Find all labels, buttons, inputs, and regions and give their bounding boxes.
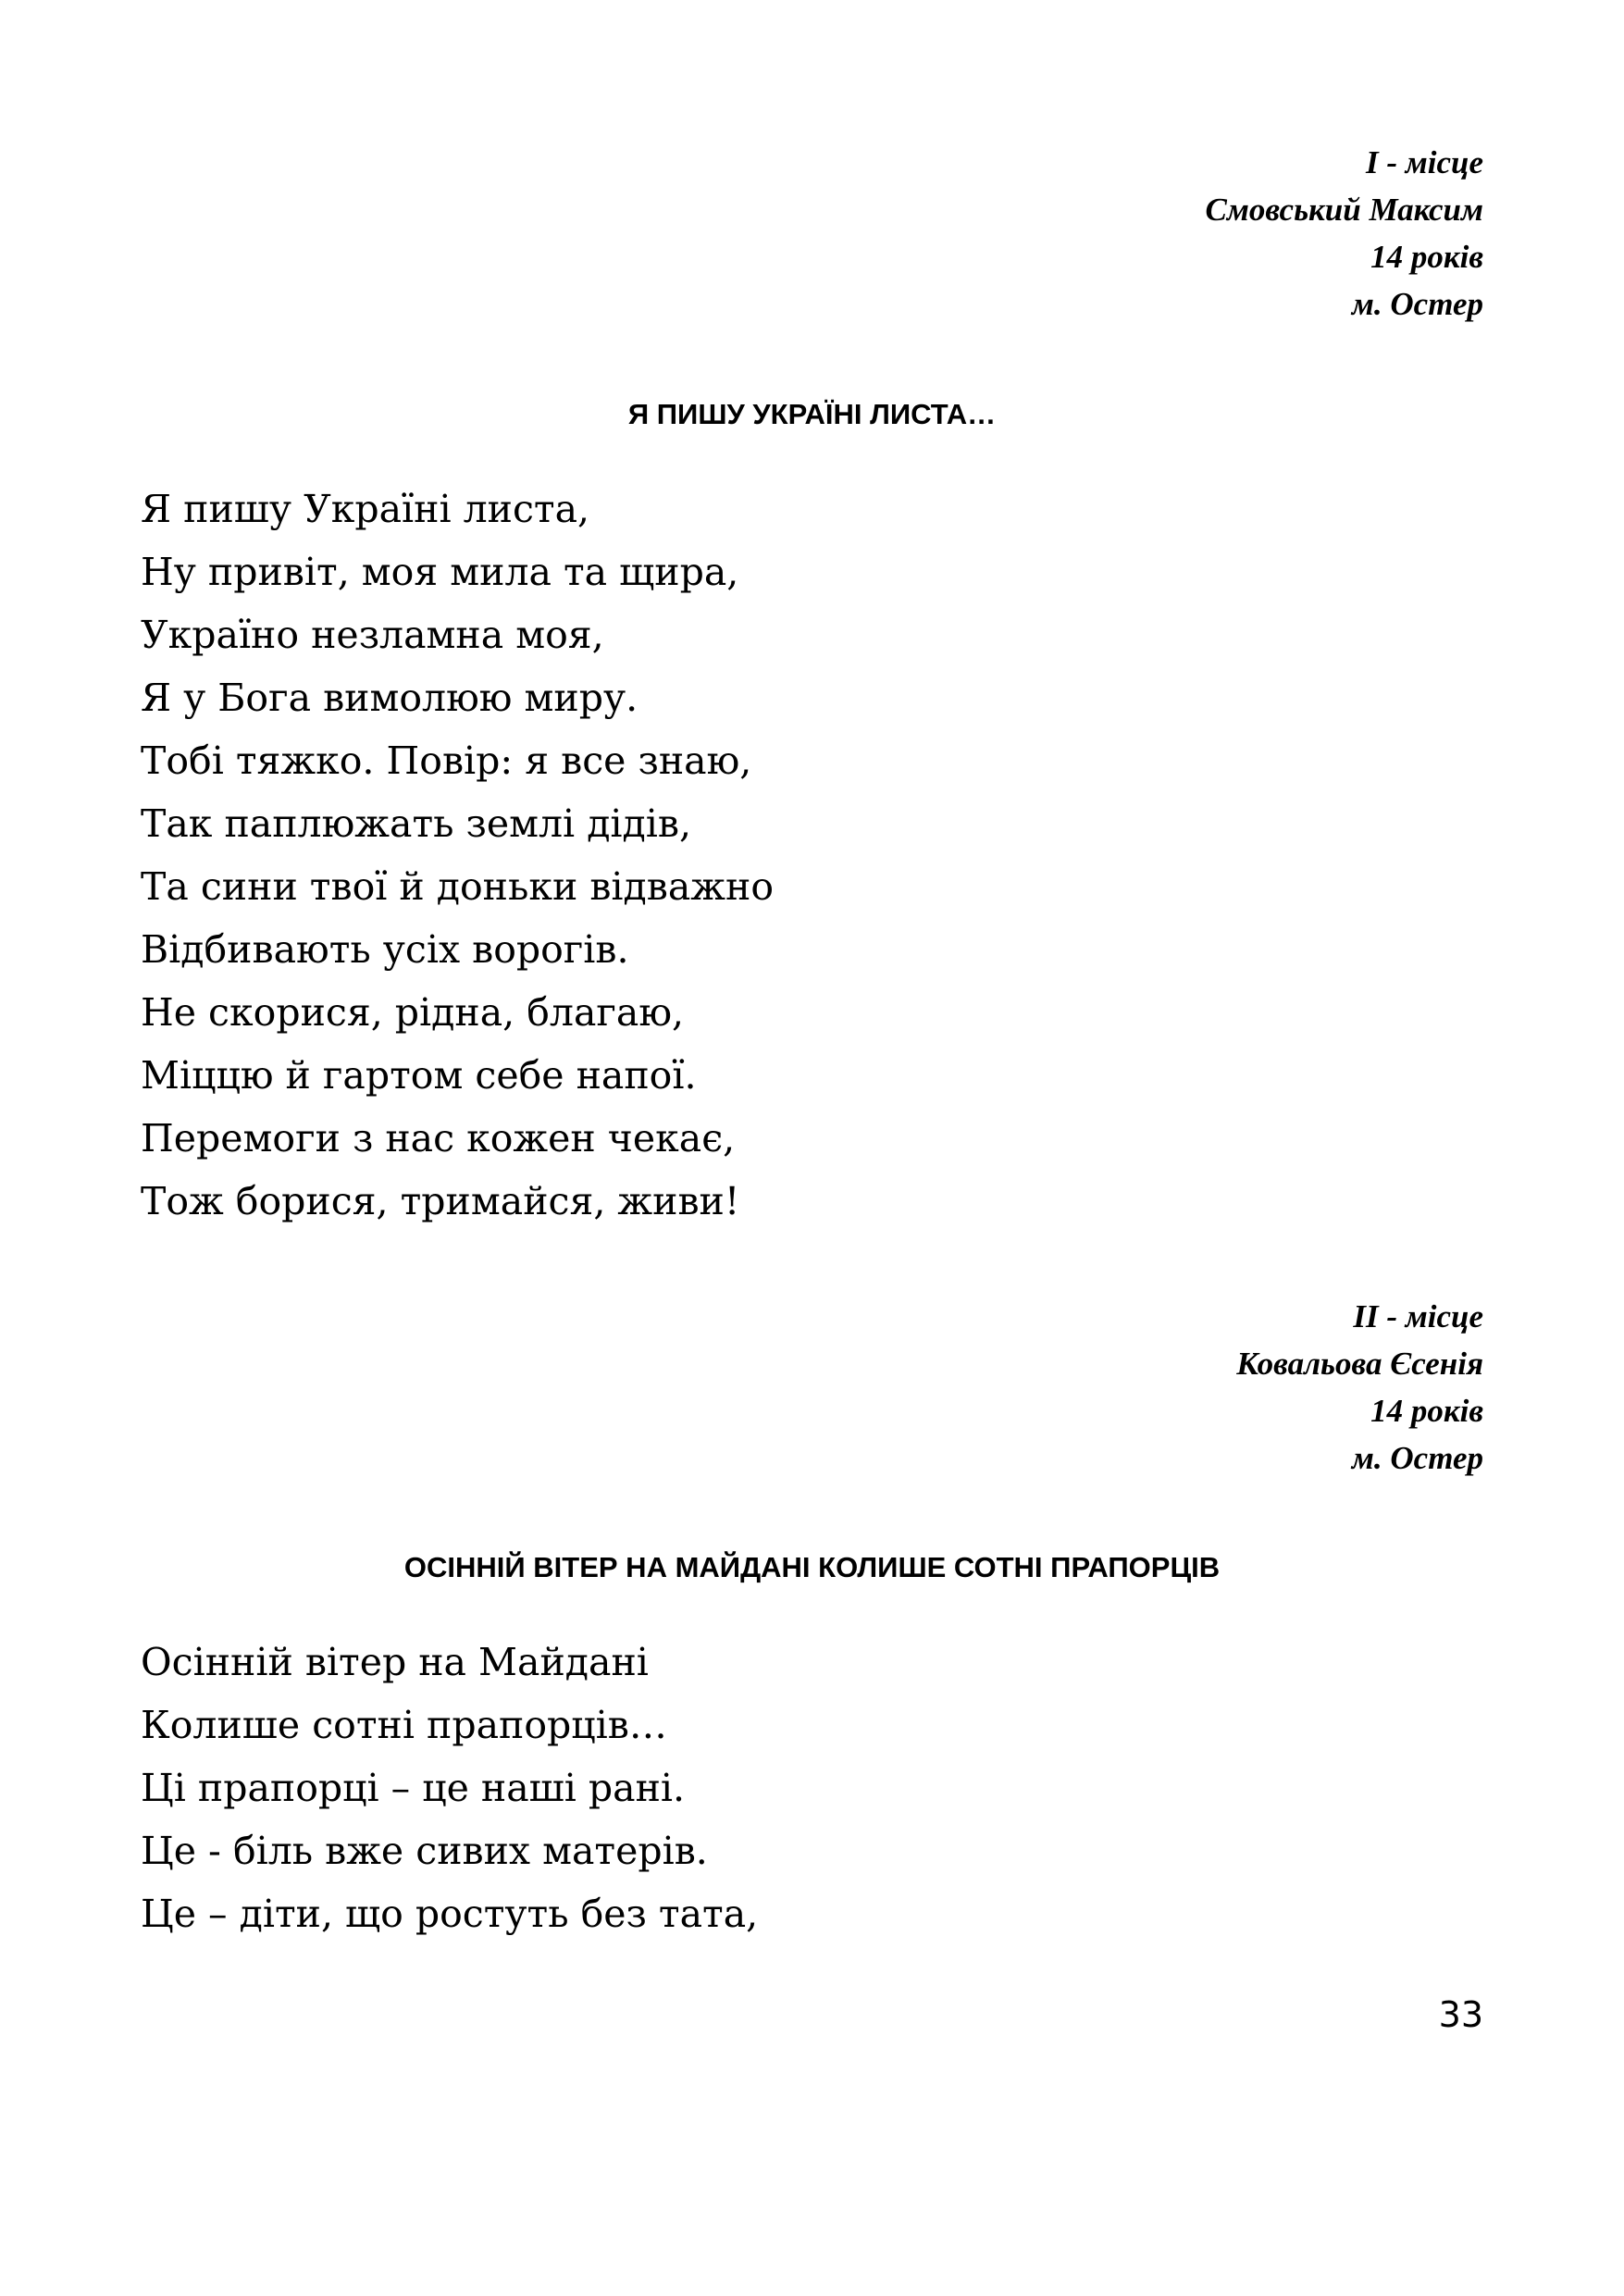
poem-line: Не скорися, рідна, благаю, bbox=[141, 990, 685, 1035]
author-city: м. Остер bbox=[1351, 286, 1483, 322]
author-block-2 bbox=[836, 1293, 1483, 1482]
poem-line: Так паплюжать землі дідів, bbox=[141, 801, 692, 846]
author-name: Ковальова Єсенія bbox=[1236, 1346, 1483, 1382]
author-age: 14 років bbox=[1370, 1393, 1483, 1429]
poem-line: Осінній вітер на Майдані bbox=[141, 1640, 649, 1684]
poem-line: Колише сотні прапорців… bbox=[141, 1703, 667, 1747]
page-number: 33 bbox=[1438, 1994, 1483, 2035]
author-block-1 bbox=[836, 139, 1483, 328]
poem-line: Відбивають усіх ворогів. bbox=[141, 927, 629, 972]
poem-line: Тобі тяжко. Повір: я все знаю, bbox=[141, 738, 752, 783]
poem-line: Це - біль вже сивих матерів. bbox=[141, 1829, 708, 1873]
poem-title-2: ОСІННІЙ ВІТЕР НА МАЙДАНІ КОЛИШЕ СОТНІ ПРАПОРЦІВ bbox=[403, 1551, 1221, 1583]
poem-line: Ці прапорці – це наші рані. bbox=[141, 1766, 686, 1810]
poem-title-1: Я ПИШУ УКРАЇНІ ЛИСТА… bbox=[627, 398, 997, 430]
poem-line: Я у Бога вимолюю миру. bbox=[141, 676, 638, 720]
poem-body-1 bbox=[141, 478, 1344, 1233]
poem-line: Україно незламна моя, bbox=[141, 613, 604, 657]
poem-line: Тож борися, тримайся, живи! bbox=[141, 1179, 740, 1223]
place-label: I - місце bbox=[1365, 144, 1483, 180]
poem-line: Ну привіт, моя мила та щира, bbox=[141, 550, 739, 594]
place-label: II - місце bbox=[1353, 1298, 1483, 1334]
poem-line: Перемоги з нас кожен чекає, bbox=[141, 1116, 736, 1160]
poem-body-2 bbox=[141, 1631, 1344, 1945]
poem-line: Це – діти, що ростуть без тата, bbox=[141, 1892, 759, 1936]
author-city: м. Остер bbox=[1351, 1440, 1483, 1476]
author-age: 14 років bbox=[1370, 239, 1483, 275]
poem-line: Та сини твої й доньки відважно bbox=[141, 864, 775, 909]
poem-line: Я пишу Україні листа, bbox=[141, 487, 590, 531]
poem-line: Міццю й гартом себе напої. bbox=[141, 1053, 697, 1098]
author-name: Смовський Максим bbox=[1205, 192, 1483, 228]
